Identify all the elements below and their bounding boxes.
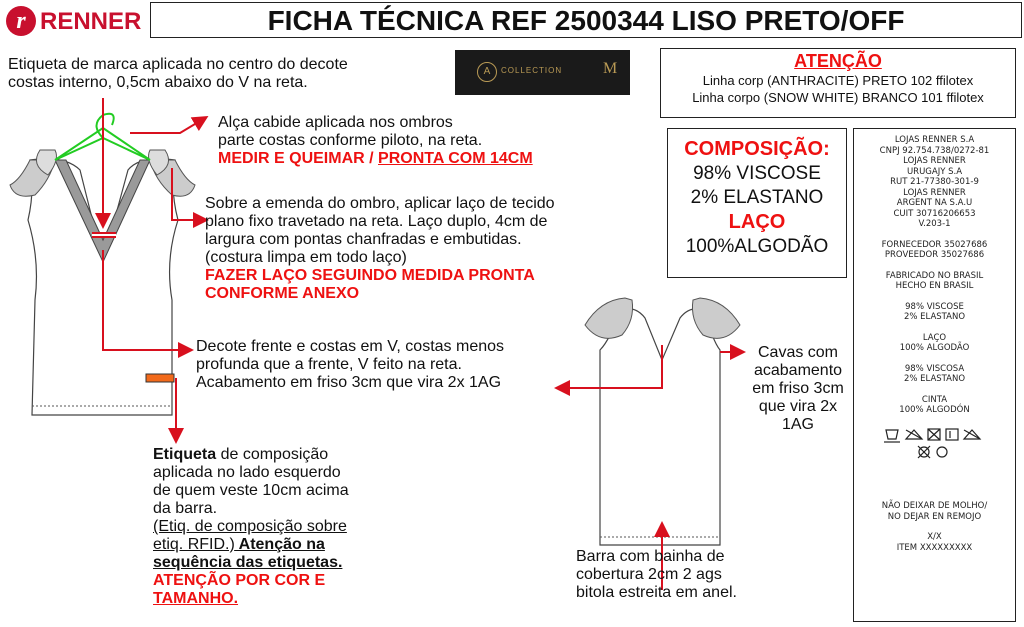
brand-label-text: COLLECTION (501, 66, 563, 75)
atencao-title: ATENÇÃO (794, 51, 882, 71)
note-barra: Barra com bainha de cobertura 2cm 2 ags bitola estreita em anel. (576, 548, 737, 601)
brand-label-monogram: A (477, 62, 497, 82)
composicao-box: COMPOSIÇÃO: 98% VISCOSE 2% ELASTANO LAÇO 100%ALGODÃO (667, 128, 847, 278)
note-alca-cabide: Alça cabide aplicada nos ombros parte costas conforme piloto, na reta. MEDIR E QUEIMAR / PRONTA COM 14CM (218, 114, 533, 167)
note-laco: Sobre a emenda do ombro, aplicar laço de tecido plano fixo travetado na reta. Laço duplo, 4cm de largura com pontas chanfradas e embutidas. (costura limpa em todo laço) FAZER LAÇO SEGUINDO MEDIDA PRONTA CONFORME ANEXO (205, 195, 555, 302)
care-label: LOJAS RENNER S.A CNPJ 92.754.738/0272-81 LOJAS RENNER URUGAJY S.A RUT 21-77380-301-9 LOJAS RENNER ARGENT NA S.A.U CUIT 30716206653 V.203-1 FORNECEDOR 35027686 PROVEEDOR 35027686 FABRICADO NO BRASIL HECHO EN BRASIL 98% VISCOSE 2% ELASTANO LAÇO 100% ALGODÃO 98% VISCOSA 2% ELASTANO CINTA 100% ALGODÓN NÃO DEIXAR DE MOLHO/ NO DEJAR EN REMOJO X/X ITEM XXXXXXXXX (853, 128, 1016, 622)
atencao-box: ATENÇÃO Linha corp (ANTHRACITE) PRETO 102 ffilotex Linha corpo (SNOW WHITE) BRANCO 101 ffilotex (660, 48, 1016, 118)
renner-logo-text: RENNER (40, 8, 142, 35)
composicao-title: COMPOSIÇÃO: (684, 138, 830, 160)
note-cavas: Cavas com acabamento em friso 3cm que vira 2x 1AG (752, 344, 844, 433)
note-decote: Decote frente e costas em V, costas menos profunda que a frente, V feito na reta. Acabamento em friso 3cm que vira 2x 1AG (196, 338, 505, 391)
back-garment-drawing (585, 298, 740, 545)
note-etiqueta-composicao: Etiqueta de composição aplicada no lado esquerdo de quem veste 10cm acima da barra. (Etiq. de composição sobre etiq. RFID.) Atenção na sequência das etiquetas. ATENÇÃO POR COR E TAMANHO. (153, 446, 349, 607)
care-symbols-icon (880, 426, 990, 460)
brand-label-size: M (603, 60, 618, 77)
page-title: FICHA TÉCNICA REF 2500344 LISO PRETO/OFF (150, 2, 1022, 38)
renner-logo-mark: r (6, 6, 36, 36)
note-etiqueta-marca: Etiqueta de marca aplicada no centro do decote costas interno, 0,5cm abaixo do V na reta. (8, 56, 348, 91)
